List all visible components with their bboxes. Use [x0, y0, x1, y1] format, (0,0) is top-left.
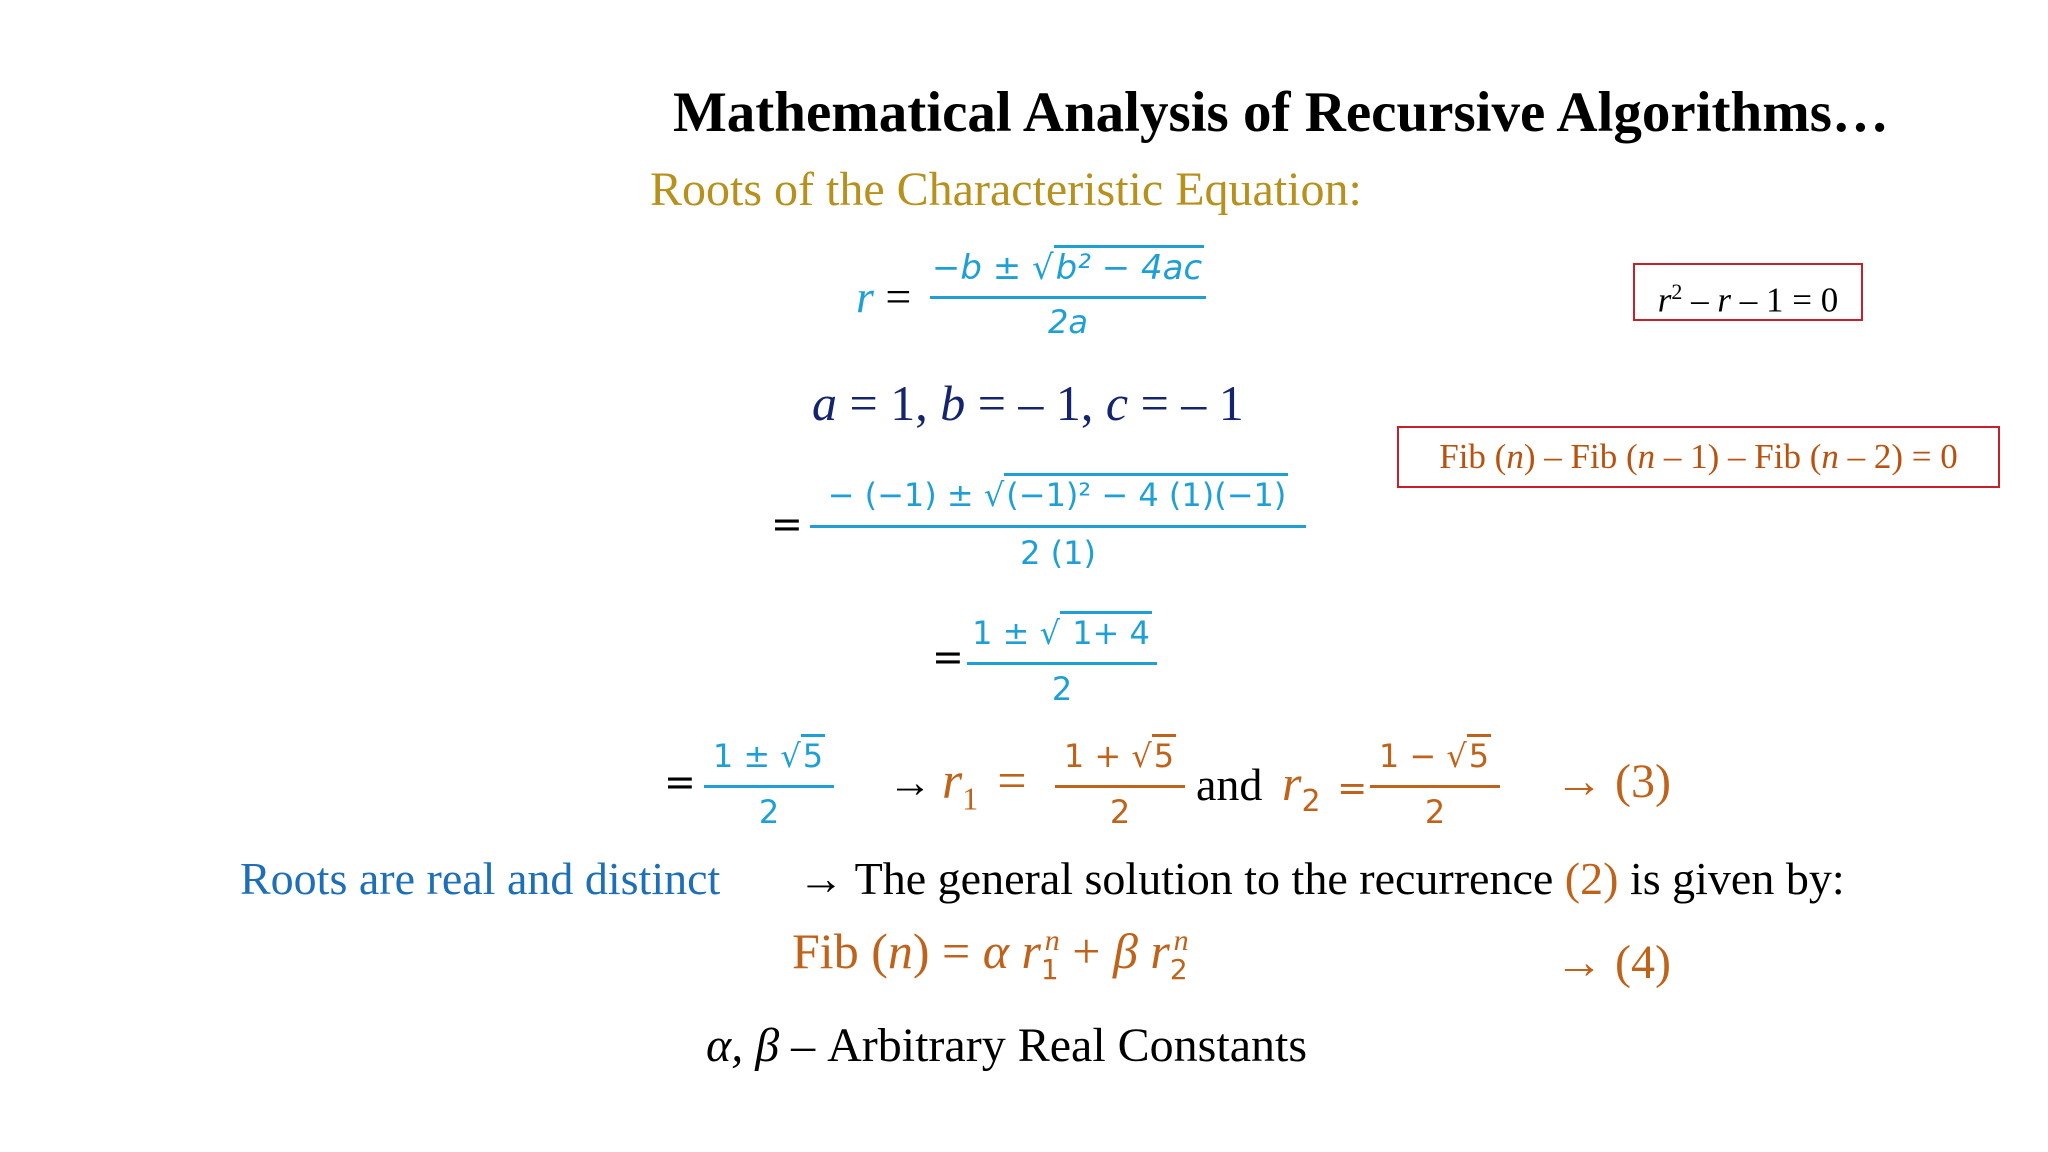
quadratic-fraction [930, 248, 1206, 348]
recurrence-ref: (2) [1564, 853, 1619, 904]
equals-sign: = [885, 271, 912, 322]
general-solution-formula: Fib (n) = α $r_1^n + \beta$ $r_2^n$ [792, 923, 1189, 986]
r2-numerator: 1 − √5 [1370, 737, 1500, 775]
general-solution-intro: → The general solution to the recurrence (2) is given by: [798, 853, 1845, 904]
roots-real-distinct: Roots are real and distinct [240, 853, 721, 904]
quadratic-denominator: 2a [1048, 303, 1088, 341]
r2-label: $r_2$ = [1282, 755, 1368, 819]
slide-title: Mathematical Analysis of Recursive Algorithms… [673, 81, 1889, 144]
equation-label-4: → (4) [1555, 936, 1671, 989]
r2-fraction [1370, 733, 1500, 833]
quadratic-numerator: −b ± √b² − 4ac [930, 248, 1206, 288]
r1-numerator: 1 + √5 [1055, 737, 1185, 775]
fraction-bar [967, 662, 1157, 665]
step1-numerator: − (−1) ± √(−1)² − 4 (1)(−1) [810, 476, 1306, 514]
and-text: and [1196, 759, 1263, 810]
r1-label: $r_1$ = [942, 753, 1027, 817]
fraction-bar [810, 525, 1306, 528]
fraction-bar [1055, 785, 1185, 788]
step3-arrow: → [888, 758, 932, 807]
slide-subtitle: Roots of the Characteristic Equation: [650, 163, 1362, 216]
step3-fraction [704, 733, 834, 833]
step1-denominator: 2 (1) [1020, 534, 1096, 572]
equation-label-3: → (3) [1555, 755, 1671, 808]
step1-fraction [810, 470, 1306, 575]
step1-equals: = [771, 502, 803, 546]
step3-equals: = [664, 760, 696, 804]
r2-denominator: 2 [1424, 793, 1446, 831]
step2-equals: = [932, 635, 964, 679]
fraction-bar [704, 785, 834, 788]
constants-line: α, β – Arbitrary Real Constants [706, 1019, 1308, 1072]
fraction-bar [930, 296, 1206, 299]
fraction-bar [1370, 785, 1500, 788]
step2-fraction [967, 610, 1157, 710]
coefficients-line: a = 1, b = – 1, c = – 1 [812, 375, 1244, 431]
characteristic-equation-box: $r^2 - r - 1 = 0$ [1633, 263, 1863, 321]
quadratic-lhs [856, 270, 911, 323]
fibonacci-recurrence-box: Fib (n) – Fib (n – 1) – Fib (n – 2) = 0 [1397, 426, 2000, 488]
r1-fraction [1055, 733, 1185, 833]
step2-numerator: 1 ± √ 1+ 4 [967, 614, 1157, 652]
step2-denominator: 2 [1051, 670, 1073, 708]
r-variable: r [856, 271, 874, 322]
step3-numerator: 1 ± √5 [704, 737, 834, 775]
step3-denominator: 2 [758, 793, 780, 831]
r1-denominator: 2 [1109, 793, 1131, 831]
